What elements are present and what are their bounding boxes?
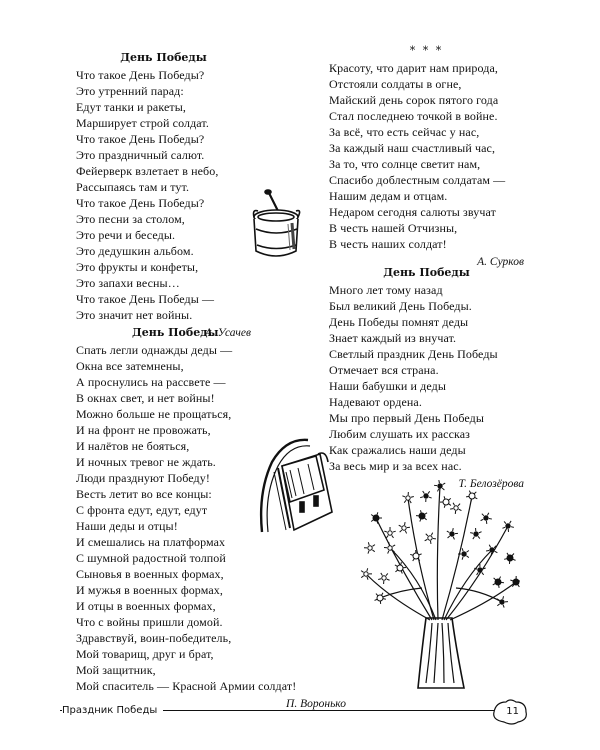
poem-lines — [76, 67, 251, 323]
poem-line: С фронта едут, едут, едут — [76, 503, 208, 517]
poem-line: С шумной радостной толпой — [76, 551, 226, 565]
poem-den-pobedy-usachev — [76, 51, 251, 341]
poem-line: Окна все затемнены, — [76, 359, 184, 373]
poem-lines — [329, 282, 524, 474]
soldier-bag-drawing — [256, 432, 336, 537]
poem-line: Отстояли солдаты в огне, — [329, 77, 462, 91]
poem-line: Весть летит во все концы: — [76, 487, 212, 501]
poem-title: День Победы — [383, 266, 470, 279]
poem-lines — [329, 60, 524, 252]
poem-line: Это запахи весны… — [76, 276, 180, 290]
page-number: 11 — [506, 706, 519, 717]
poem-line: Нашим дедам и отцам. — [329, 189, 448, 203]
poem-line: День Победы помнят деды — [329, 315, 469, 329]
poem-line: Знает каждый из внучат. — [329, 331, 457, 345]
poem-den-pobedy-belozerova — [329, 266, 524, 492]
poem-line: Стал последнею точкой в войне. — [329, 109, 498, 123]
poem-line: Это песни за столом, — [76, 212, 185, 226]
poem-line: Светлый праздник День Победы — [329, 347, 498, 361]
flowering-tree-drawing — [360, 478, 520, 690]
poem-author: П. Воронько — [286, 698, 346, 710]
poem-line: Много лет тому назад — [329, 283, 443, 297]
poem-line: За то, что солнце светит нам, — [329, 157, 481, 171]
poem-line: Что с войны пришли домой. — [76, 615, 223, 629]
poem-line: Майский день сорок пятого года — [329, 93, 499, 107]
poem-line: Надевают ордена. — [329, 395, 422, 409]
page-number-badge — [490, 698, 530, 726]
poem-line: За каждый наш счастливый час, — [329, 141, 496, 155]
poem-line: Рассыпаясь там и тут. — [76, 180, 190, 194]
page-footer — [60, 698, 530, 722]
poem-line: Сыновья в военных формах, — [76, 567, 224, 581]
poem-title: День Победы — [120, 51, 207, 64]
poem-line: Мы про первый День Победы — [329, 411, 485, 425]
poem-author: А. Усачев — [205, 327, 251, 339]
poem-line: И ночных тревог не ждать. — [76, 455, 216, 469]
poem-line: И смешались на платформах — [76, 535, 226, 549]
poem-line: Мой защитник, — [76, 663, 156, 677]
poem-line: И на фронт не провожать, — [76, 423, 211, 437]
poem-line: Это дедушкин альбом. — [76, 244, 194, 258]
poem-line: Это утренний парад: — [76, 84, 184, 98]
poem-line: Отмечает вся страна. — [329, 363, 439, 377]
poem-line: Наши деды и отцы! — [76, 519, 178, 533]
poem-line: Это речи и беседы. — [76, 228, 176, 242]
poem-line: Что такое День Победы? — [76, 68, 205, 82]
poem-line: Люди празднуют Победу! — [76, 471, 210, 485]
poem-line: И отцы в военных формах, — [76, 599, 216, 613]
poem-line: Красоту, что дарит нам природа, — [329, 61, 498, 75]
poem-line: Мой товарищ, друг и брат, — [76, 647, 214, 661]
poem-line: В честь нашей Отчизны, — [329, 221, 458, 235]
poem-line: Что такое День Победы — — [76, 292, 215, 306]
poem-line: Мой спаситель — Красной Армии солдат! — [76, 679, 297, 693]
poem-line: Что такое День Победы? — [76, 132, 205, 146]
poem-line: Спать легли однажды деды — — [76, 343, 233, 357]
poem-line: И налётов не бояться, — [76, 439, 190, 453]
poem-line: Что такое День Победы? — [76, 196, 205, 210]
poem-line: За весь мир и за всех нас. — [329, 459, 462, 473]
poem-line: Наши бабушки и деды — [329, 379, 446, 393]
poem-line: Фейерверк взлетает в небо, — [76, 164, 219, 178]
poem-title-stars: * * * — [409, 44, 444, 57]
poem-line: Недаром сегодня салюты звучат — [329, 205, 496, 219]
poem-line: Это фрукты и конфеты, — [76, 260, 199, 274]
poem-line: А проснулись на рассвете — — [76, 375, 226, 389]
poem-line: В окнах свет, и нет войны! — [76, 391, 215, 405]
poem-line: В честь наших солдат! — [329, 237, 447, 251]
poem-title: День Победы — [132, 326, 219, 339]
poem-line: Спасибо доблестным солдатам — — [329, 173, 506, 187]
poem-author: А. Сурков — [477, 256, 524, 268]
poem-line: И мужья в военных формах, — [76, 583, 223, 597]
poem-line: Это значит нет войны. — [76, 308, 193, 322]
poem-line: Любим слушать их рассказ — [329, 427, 471, 441]
poem-line: Это праздничный салют. — [76, 148, 205, 162]
poem-line: Здравствуй, воин-победитель, — [76, 631, 232, 645]
poem-line: Можно больше не прощаться, — [76, 407, 232, 421]
pot-with-spoon-drawing — [244, 189, 314, 264]
footer-section-title: Праздник Победы — [62, 705, 163, 716]
poem-line: Марширует строй солдат. — [76, 116, 209, 130]
poem-krasotu-surkov — [329, 44, 524, 270]
poem-line: Едут танки и ракеты, — [76, 100, 186, 114]
poem-line: За всё, что есть сейчас у нас, — [329, 125, 480, 139]
poem-line: Как сражались наши деды — [329, 443, 466, 457]
poem-line: Был великий День Победы. — [329, 299, 472, 313]
poem-author: Т. Белозёрова — [458, 478, 524, 490]
